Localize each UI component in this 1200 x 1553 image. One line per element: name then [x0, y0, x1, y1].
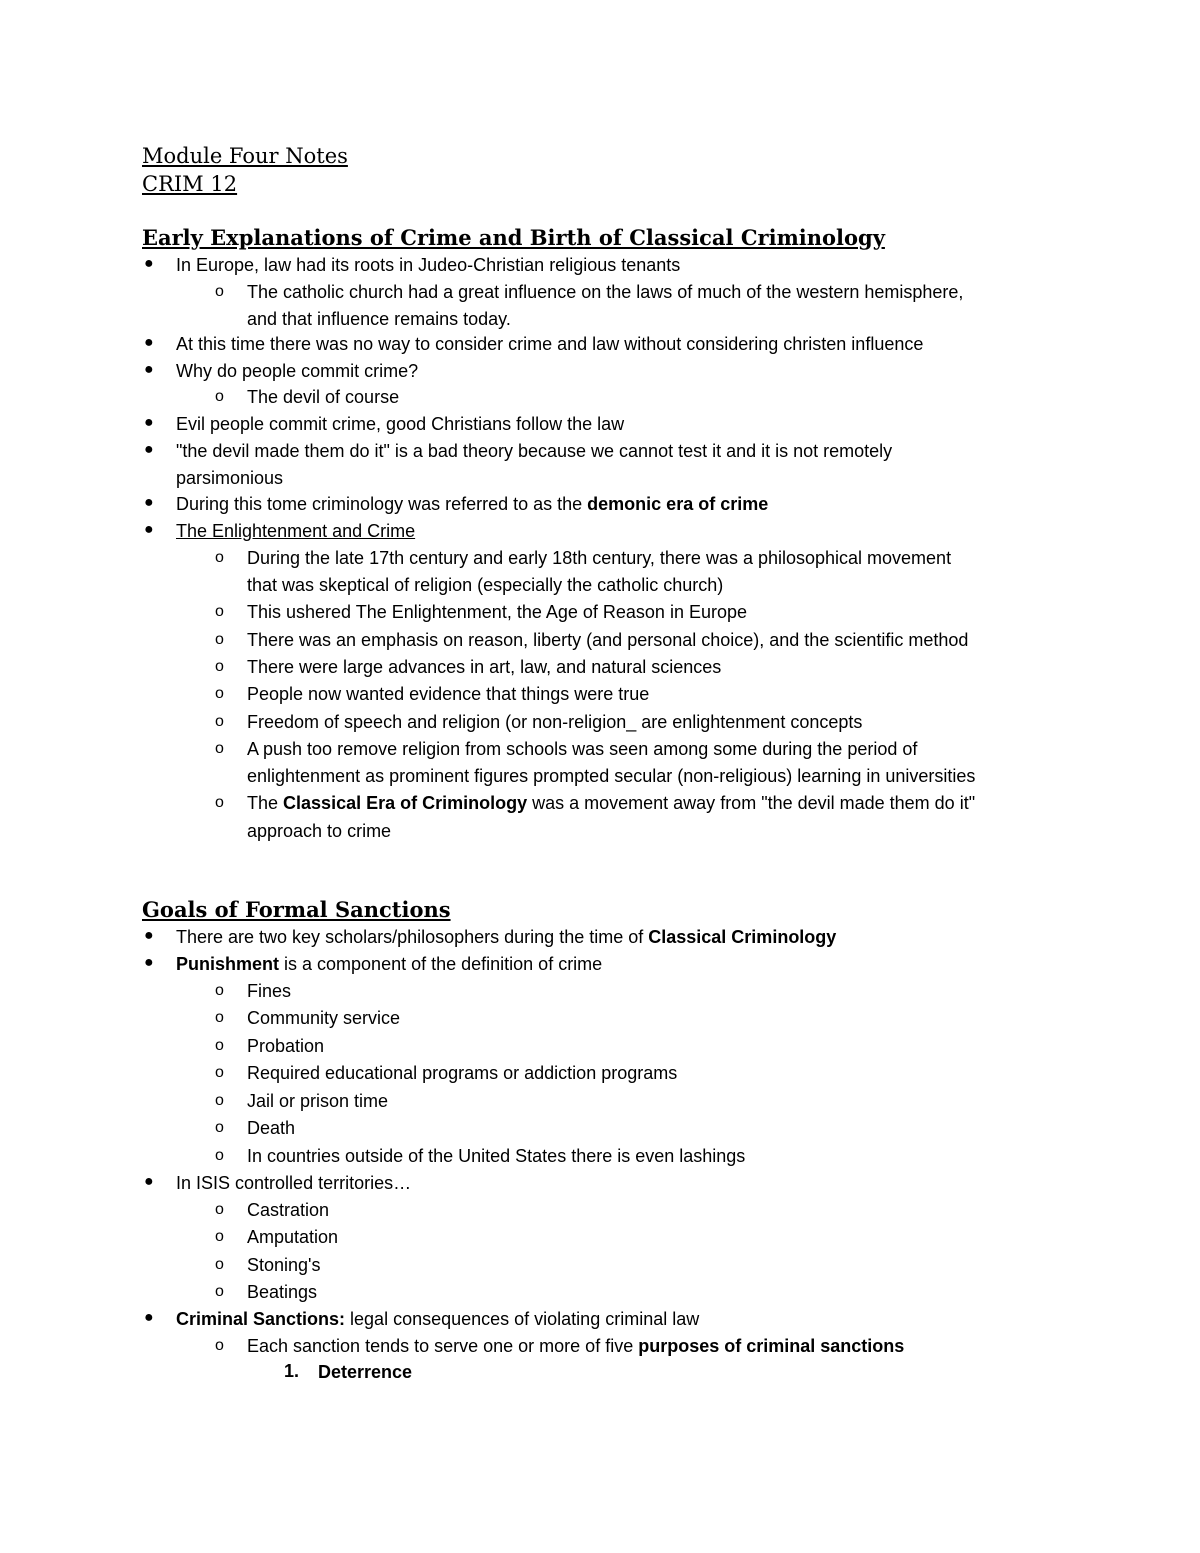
circle-bullet-icon: o: [215, 631, 224, 648]
list-item: "the devil made them do it" is a bad theory because we cannot test it and it is not remotely: [176, 441, 893, 461]
list-item: A push too remove religion from schools was seen among some during the period of: [247, 739, 918, 759]
circle-bullet-icon: o: [215, 1092, 224, 1109]
list-item: In Europe, law had its roots in Judeo-Christian religious tenants: [176, 255, 681, 275]
circle-bullet-icon: o: [215, 713, 224, 730]
circle-bullet-icon: o: [215, 1256, 224, 1273]
list-item: Community service: [247, 1008, 401, 1028]
circle-bullet-icon: o: [215, 1064, 224, 1081]
section-heading-early-explanations: Early Explanations of Crime and Birth of Classical Criminology: [142, 225, 885, 250]
bullet-icon: ●: [144, 334, 154, 351]
course-code: CRIM 12: [142, 172, 238, 196]
section-heading-goals-of-formal-sanctions: Goals of Formal Sanctions: [142, 897, 451, 922]
circle-bullet-icon: o: [215, 794, 224, 811]
list-item: At this time there was no way to consider crime and law without considering christen influence: [176, 334, 924, 354]
list-item: The catholic church had a great influence on the laws of much of the western hemisphere,: [247, 282, 964, 302]
list-number: 1.: [284, 1361, 300, 1381]
list-item: Death: [247, 1118, 296, 1138]
list-item: In ISIS controlled territories…: [176, 1173, 412, 1193]
list-item: People now wanted evidence that things were true: [247, 684, 650, 704]
list-item: Jail or prison time: [247, 1091, 389, 1111]
list-item: In countries outside of the United States there is even lashings: [247, 1146, 746, 1166]
circle-bullet-icon: o: [215, 1201, 224, 1218]
list-item-continuation: that was skeptical of religion (especially the catholic church): [247, 575, 724, 595]
circle-bullet-icon: o: [215, 388, 224, 405]
list-item-continuation: and that influence remains today.: [247, 309, 511, 329]
page-title: Module Four Notes: [142, 144, 348, 168]
numbered-item: Deterrence: [318, 1362, 413, 1382]
list-item: During the late 17th century and early 18th century, there was a philosophical movement: [247, 548, 952, 568]
list-item: The devil of course: [247, 387, 400, 407]
list-item: There was an emphasis on reason, liberty (and personal choice), and the scientific method: [247, 630, 969, 650]
bullet-icon: ●: [144, 521, 154, 538]
circle-bullet-icon: o: [215, 283, 224, 300]
subsection-heading-enlightenment: The Enlightenment and Crime: [176, 521, 416, 541]
list-item: Punishment is a component of the definition of crime: [176, 954, 603, 974]
circle-bullet-icon: o: [215, 740, 224, 757]
list-item: Stoning's: [247, 1255, 321, 1275]
circle-bullet-icon: o: [215, 1147, 224, 1164]
list-item: Evil people commit crime, good Christians follow the law: [176, 414, 625, 434]
circle-bullet-icon: o: [215, 1228, 224, 1245]
bullet-icon: ●: [144, 361, 154, 378]
list-item: The Classical Era of Criminology was a movement away from "the devil made them do it": [247, 793, 976, 813]
circle-bullet-icon: o: [215, 1119, 224, 1136]
list-item: This ushered The Enlightenment, the Age of Reason in Europe: [247, 602, 747, 622]
bullet-icon: ●: [144, 414, 154, 431]
list-item-continuation: parsimonious: [176, 468, 284, 488]
circle-bullet-icon: o: [215, 549, 224, 566]
list-item: Amputation: [247, 1227, 339, 1247]
list-item: Freedom of speech and religion (or non-religion_ are enlightenment concepts: [247, 712, 863, 732]
circle-bullet-icon: o: [215, 1283, 224, 1300]
bullet-icon: ●: [144, 1309, 154, 1326]
bullet-icon: ●: [144, 441, 154, 458]
circle-bullet-icon: o: [215, 1009, 224, 1026]
list-item: Why do people commit crime?: [176, 361, 419, 381]
list-item: Each sanction tends to serve one or more of five purposes of criminal sanctions: [247, 1336, 905, 1356]
bullet-icon: ●: [144, 927, 154, 944]
circle-bullet-icon: o: [215, 1337, 224, 1354]
bullet-icon: ●: [144, 954, 154, 971]
circle-bullet-icon: o: [215, 685, 224, 702]
circle-bullet-icon: o: [215, 603, 224, 620]
circle-bullet-icon: o: [215, 982, 224, 999]
circle-bullet-icon: o: [215, 658, 224, 675]
bullet-icon: ●: [144, 494, 154, 511]
list-item: During this tome criminology was referred to as the demonic era of crime: [176, 494, 769, 514]
list-item: Fines: [247, 981, 292, 1001]
list-item: Criminal Sanctions: legal consequences of violating criminal law: [176, 1309, 700, 1329]
circle-bullet-icon: o: [215, 1037, 224, 1054]
list-item: There are two key scholars/philosophers during the time of Classical Criminology: [176, 927, 837, 947]
list-item-continuation: enlightenment as prominent figures prompted secular (non-religious) learning in universities: [247, 766, 976, 786]
bullet-icon: ●: [144, 255, 154, 272]
list-item: There were large advances in art, law, and natural sciences: [247, 657, 722, 677]
list-item: Castration: [247, 1200, 330, 1220]
list-item: Probation: [247, 1036, 325, 1056]
list-item: Required educational programs or addiction programs: [247, 1063, 678, 1083]
bullet-icon: ●: [144, 1173, 154, 1190]
list-item: Beatings: [247, 1282, 318, 1302]
list-item-continuation: approach to crime: [247, 821, 392, 841]
